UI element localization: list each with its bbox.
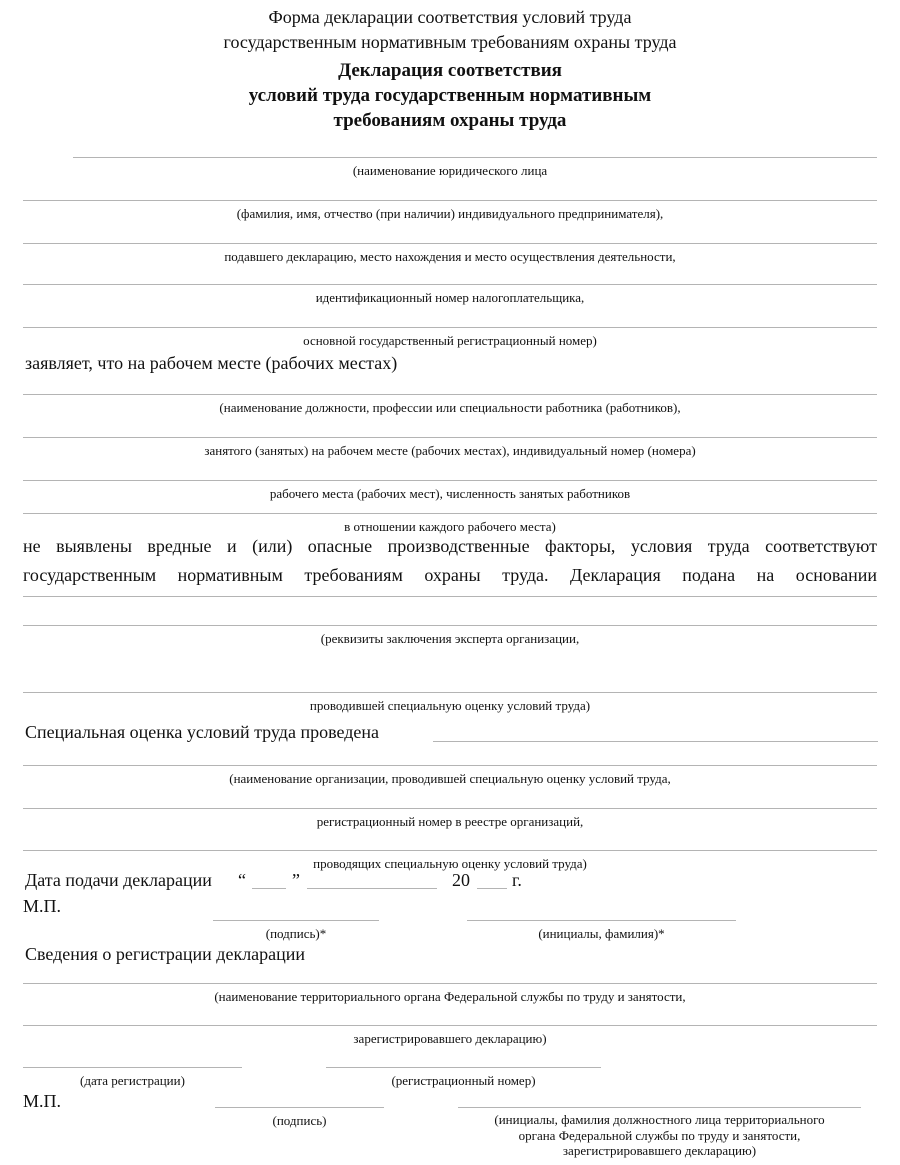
caption-registration-date: (дата регистрации) [80,1073,185,1088]
caption-territorial-body: (наименование территориального органа Федеральной службы по труду и занятости, [214,989,686,1004]
blank-registration-date [23,1067,242,1068]
blank-registry-orgs [23,850,877,851]
caption-official-name [458,1112,861,1159]
blank-ogrn-number [23,327,877,328]
caption-signature-2: (подпись) [272,1113,327,1128]
blank-signature-1 [213,920,379,921]
caption-name-1: (инициалы, фамилия)* [538,926,665,941]
submission-date-label: Дата подачи декларации [25,870,212,890]
open-quote: “ [238,870,246,890]
blank-year [477,888,507,889]
caption-signature-1: (подпись)* [265,926,327,941]
caption-registered-declaration: зарегистрировавшего декларацию) [353,1031,547,1046]
year-prefix: 20 [452,870,470,890]
blank-assessment-org [23,692,877,693]
blank-official-name [458,1107,861,1108]
blank-workers-count [23,480,877,481]
caption-official-name-line3: зарегистрировавшего декларацию) [562,1143,757,1158]
document-title-line3: требованиям охраны труда [333,110,567,131]
blank-entrepreneur-name [23,200,877,201]
blank-day [252,888,286,889]
form-header-line2: государственным нормативным требованиям охраны труда [223,32,677,52]
blank-expert-conclusion [23,625,877,626]
blank-name-1 [467,920,736,921]
blank-workplace-number [23,437,877,438]
document-title-line1: Декларация соответствия [338,60,562,81]
blank-registered-declaration [23,1025,877,1026]
caption-entrepreneur-name: (фамилия, имя, отчество (при наличии) индивидуального предпринимателя), [236,206,664,221]
caption-legal-name: (наименование юридического лица [352,163,548,178]
caption-assessment-org-name: (наименование организации, проводившей специальную оценку условий труда, [229,771,671,786]
blank-territorial-body [23,983,877,984]
caption-taxpayer-number: идентификационный номер налогоплательщика, [315,290,585,305]
registration-heading: Сведения о регистрации декларации [25,944,306,964]
caption-registry-number: регистрационный номер в реестре организаций, [316,814,584,829]
blank-registration-number [326,1067,601,1068]
blank-job-title [23,394,877,395]
close-quote: ” [292,870,300,890]
compliance-statement-line1: не выявлены вредные и (или) опасные производственные факторы, условия труда соответствуют [23,536,877,556]
stamp-abbreviation-2: М.П. [23,1091,62,1111]
caption-registry-orgs: проводящих специальную оценку условий труда) [313,856,587,871]
document-title-line2: условий труда государственным нормативным [248,85,652,106]
blank-basis-extra [23,596,877,597]
caption-assessment-org: проводившей специальную оценку условий труда) [309,698,591,713]
blank-declarant-address [23,243,877,244]
form-header-line1: Форма декларации соответствия условий труда [268,7,632,27]
stamp-abbreviation-1: М.П. [23,896,62,916]
compliance-statement-line2: государственным нормативным требованиям охраны труда. Декларация подана на основании [23,565,877,585]
blank-assessment-value [433,741,878,742]
caption-expert-conclusion: (реквизиты заключения эксперта организации, [320,631,580,646]
blank-legal-name [73,157,877,158]
declares-statement: заявляет, что на рабочем месте (рабочих местах) [25,353,398,373]
blank-each-workplace [23,513,877,514]
caption-workers-count: рабочего места (рабочих мест), численность занятых работников [269,486,631,501]
caption-declarant-address: подавшего декларацию, место нахождения и место осуществления деятельности, [224,249,676,264]
blank-registry-number [23,808,877,809]
caption-official-name-line2: органа Федеральной службы по труду и занятости, [518,1127,801,1143]
caption-each-workplace: в отношении каждого рабочего места) [344,519,556,534]
caption-workplace-number: занятого (занятых) на рабочем месте (рабочих местах), индивидуальный номер (номера) [204,443,696,458]
assessment-label: Специальная оценка условий труда проведена [25,722,379,742]
blank-month [307,888,437,889]
caption-job-title: (наименование должности, профессии или специальности работника (работников), [219,400,681,415]
caption-registration-number: (регистрационный номер) [391,1073,536,1088]
blank-taxpayer-number [23,284,877,285]
year-suffix: г. [512,870,522,890]
blank-signature-2 [215,1107,384,1108]
blank-assessment-org-name [23,765,877,766]
caption-ogrn-number: основной государственный регистрационный номер) [303,333,597,348]
caption-official-name-line1: (инициалы, фамилия должностного лица территориального [494,1112,825,1127]
